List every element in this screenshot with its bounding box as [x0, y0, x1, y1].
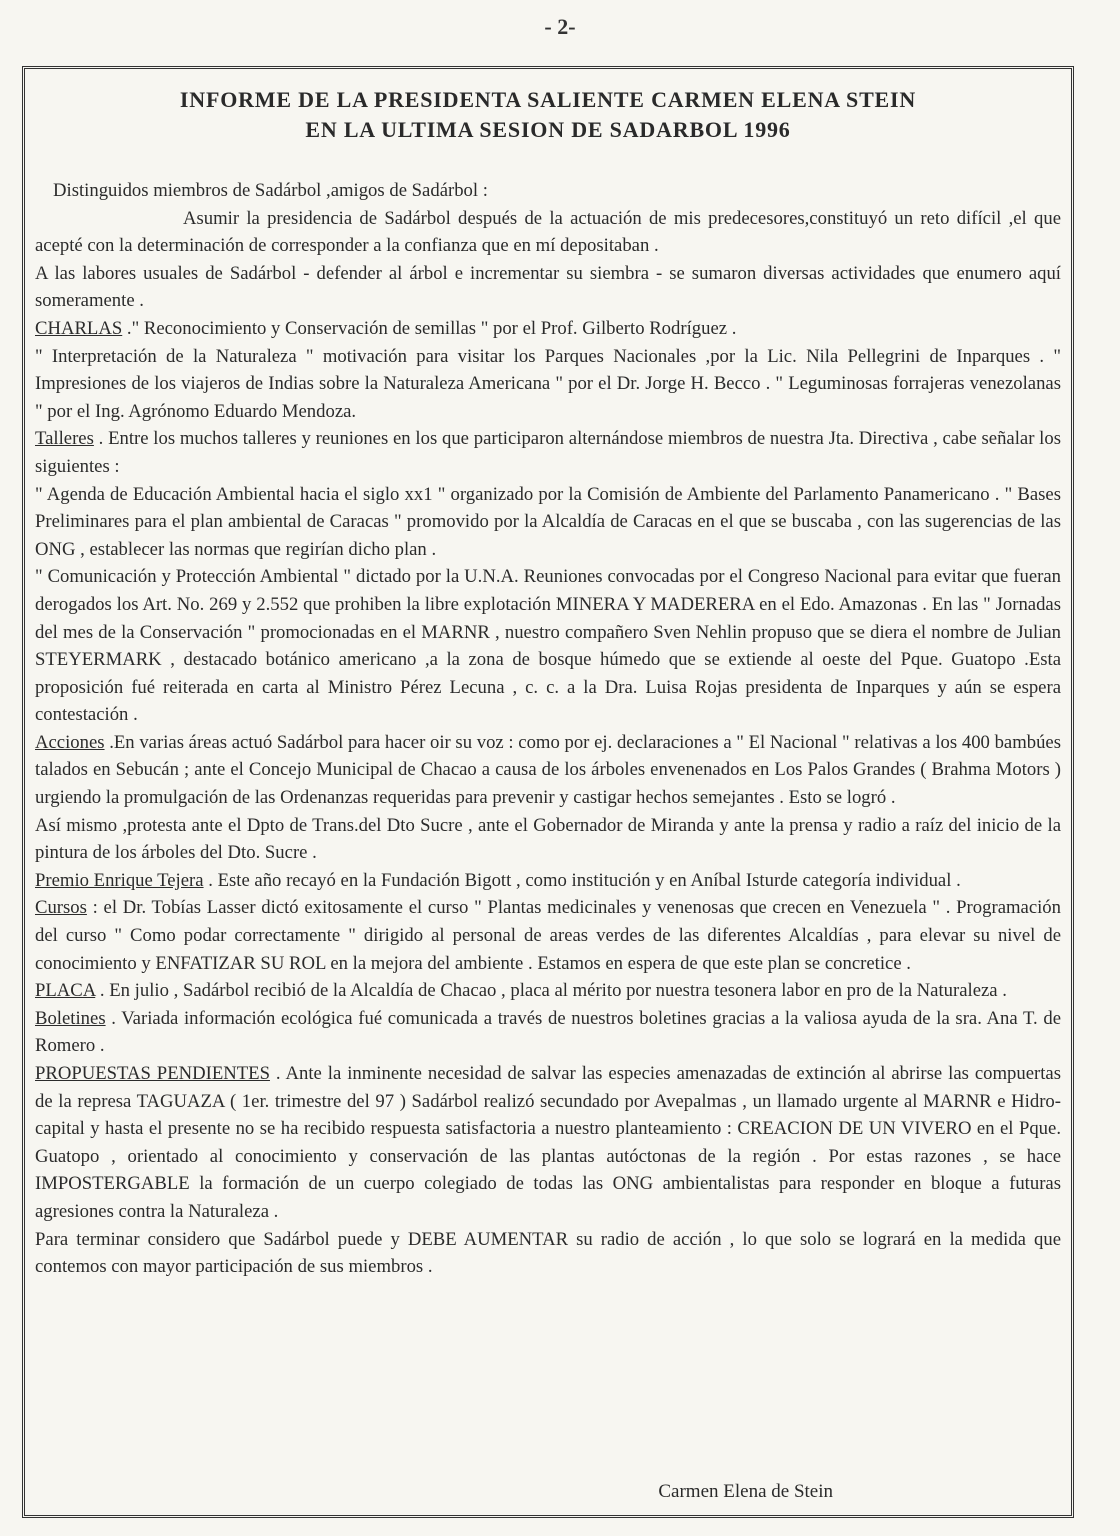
acciones-text: .En varias áreas actuó Sadárbol para hacer oir su voz : como por ej. declaraciones a " El Nacional " relativas a los 400 bambúes talados en Sebucán ; ante el Concejo Municipal de Chacao a causa de los árboles envenenados en Los Palos Grandes ( Brahma Motors ) urgiendo la promulgación de las Ordenanzas requeridas para prevenir y castigar hechos semejantes . Esto se logró .	[35, 731, 1061, 809]
acciones-paragraph	[35, 729, 1061, 812]
closing-paragraph: Para terminar considero que Sadárbol puede y DEBE AUMENTAR su radio de acción , lo que solo se logrará en la medida que contemos con mayor participación de sus miembros .	[35, 1228, 1061, 1278]
boletines-heading: Boletines	[35, 1007, 106, 1029]
boletines-paragraph	[35, 1005, 1061, 1060]
charlas-text: ." Reconocimiento y Conservación de semillas " por el Prof. Gilberto Rodríguez .	[122, 317, 737, 339]
signature: Carmen Elena de Stein	[658, 1481, 833, 1502]
premio-heading: Premio Enrique Tejera	[35, 869, 204, 891]
cursos-text: : el Dr. Tobías Lasser dictó exitosamente el curso " Plantas medicinales y venenosas que crecen en Venezuela " . Programación del curso " Como podar correctamente " dirigido al personal de areas verdes de las diferentes Alcaldías , para elevar su nivel de conocimiento y ENFATIZAR SU ROL en la mejora del ambiente . Estamos en espera de que este plan se concretice .	[35, 897, 1061, 974]
propuestas-paragraph	[35, 1060, 1061, 1226]
title-line-2: EN LA ULTIMA SESION DE SADARBOL 1996	[305, 117, 791, 142]
propuestas-text: . Ante la inminente necesidad de salvar las especies amenazadas de extinción al abrirse las compuertas de la represa TAGUAZA ( 1er. trimestre del 97 ) Sadárbol realizó secundado por Avepalmas , un llamado urgente al MARNR e Hidro-capital y hasta el presente no se ha recibido respuesta satisfactoria a nuestro planteamiento : CREACION DE UN VIVERO en el Pque. Guatopo , orientado al conocimiento y conservación de las plantas autóctonas de la región . Por estas razones , se hace IMPOSTERGABLE la formación de un cuerpo colegiado de todas las ONG ambientalistas para responder en bloque a futuras agresiones contra la Naturaleza .	[35, 1063, 1061, 1222]
talleres-heading: Talleres	[35, 428, 94, 450]
acciones-heading: Acciones	[35, 731, 105, 753]
cursos-heading: Cursos	[35, 897, 87, 919]
greeting: Distinguidos miembros de Sadárbol ,amigos de Sadárbol :	[53, 180, 488, 201]
placa-heading: PLACA	[35, 980, 96, 1002]
report-body	[35, 177, 1061, 1281]
talleres-more: " Comunicación y Protección Ambiental " dictado por la U.N.A. Reuniones convocadas por el Congreso Nacional para evitar que fueran derogados los Art. No. 269 y 2.552 que prohiben la libre explotación MINERA Y MADERERA en el Edo. Amazonas . En las " Jornadas del mes de la Conservación " promocionadas en el MARNR , nuestro compañero Sven Nehlin propuso que se diera el nombre de Julian STEYERMARK , destacado botánico americano ,a la zona de bosque húmedo que se extiende al oeste del Pque. Guatopo .Esta proposición fué reiterada en carta al Ministro Pérez Lecuna , c. c. a la Dra. Luisa Rojas presidenta de Inparques y aún se espera contestación .	[35, 566, 1061, 726]
talleres-details: " Agenda de Educación Ambiental hacia el siglo xx1 " organizado por la Comisión de Ambiente del Parlamento Panamericano . " Bases Preliminares para el plan ambiental de Caracas " promovido por la Alcaldía de Caracas en el que se buscaba , con las sugerencias de las ONG , establecer las normas que regirían dicho plan .	[35, 483, 1061, 560]
talleres-text: . Entre los muchos talleres y reuniones en los que participaron alternándose miembros de nuestra Jta. Directiva , cabe señalar los siguientes :	[35, 428, 1061, 477]
report-title	[25, 85, 1071, 145]
title-line-1: INFORME DE LA PRESIDENTA SALIENTE CARMEN ELENA STEIN	[179, 87, 917, 112]
intro-paragraph: Asumir la presidencia de Sadárbol después de la actuación de mis predecesores,constituyó un reto difícil ,el que acepté con la determinación de corresponder a la confianza que en mí depositaban .	[35, 207, 1061, 257]
propuestas-heading: PROPUESTAS PENDIENTES	[35, 1063, 270, 1084]
placa-paragraph	[35, 977, 1061, 1005]
talleres-paragraph	[35, 425, 1061, 480]
report-frame	[22, 66, 1074, 1518]
boletines-text: . Variada información ecológica fué comunicada a través de nuestros boletines gracias a la valiosa ayuda de la sra. Ana T. de Romero .	[35, 1007, 1061, 1057]
premio-paragraph	[35, 867, 1061, 895]
premio-text: . Este año recayó en la Fundación Bigott , como institución y en Aníbal Isturde categoría individual .	[203, 869, 961, 891]
cursos-paragraph	[35, 894, 1061, 977]
acciones-more: Así mismo ,protesta ante el Dpto de Trans.del Dto Sucre , ante el Gobernador de Miranda y ante la prensa y radio a raíz del inicio de la pintura de los árboles del Dto. Sucre .	[35, 814, 1061, 864]
charlas-heading: CHARLAS	[35, 317, 123, 339]
page-number: - 2-	[544, 14, 576, 39]
labores-paragraph: A las labores usuales de Sadárbol - defender al árbol e incrementar su siembra - se sumaron diversas actividades que enumero aquí someramente .	[35, 262, 1061, 312]
placa-text: . En julio , Sadárbol recibió de la Alcaldía de Chacao , placa al mérito por nuestra tesonera labor en pro de la Naturaleza .	[95, 980, 1007, 1002]
charlas-details: " Interpretación de la Naturaleza " motivación para visitar los Parques Nacionales ,por la Lic. Nila Pellegrini de Inparques . " Impresiones de los viajeros de Indias sobre la Naturaleza Americana " por el Dr. Jorge H. Becco . " Leguminosas forrajeras venezolanas " por el Ing. Agrónomo Eduardo Mendoza.	[35, 345, 1061, 422]
charlas-paragraph	[35, 315, 1061, 343]
